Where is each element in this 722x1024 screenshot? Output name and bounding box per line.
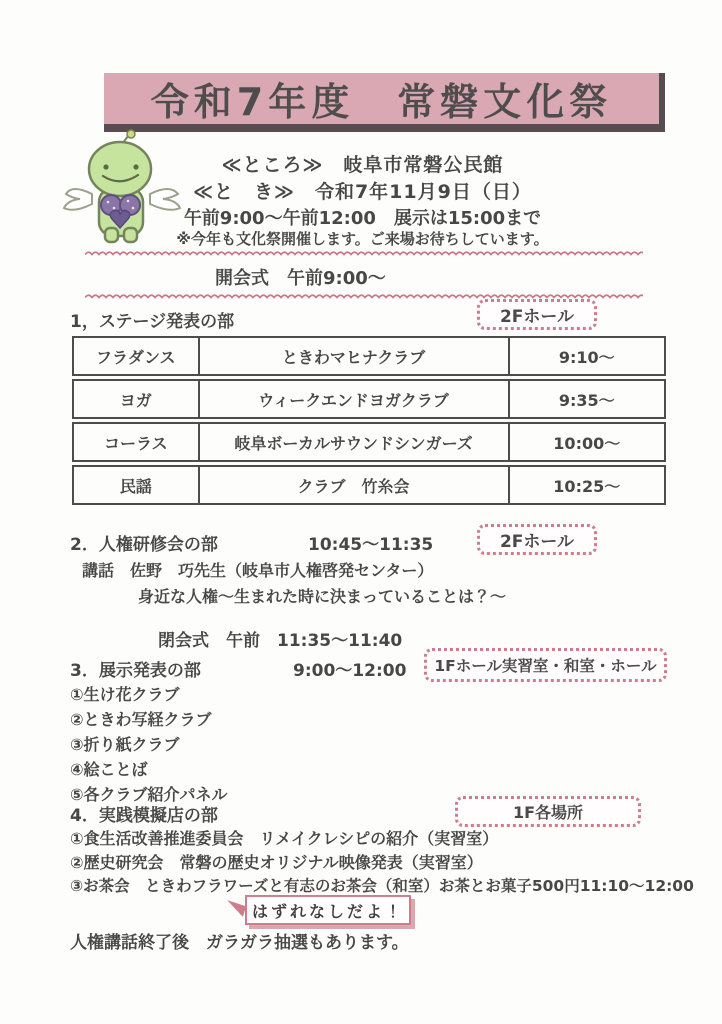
exhibit-time: 9:00～12:00	[293, 661, 407, 681]
genre-cell: 民謡	[119, 476, 152, 496]
place-line: ≪ところ≫ 岐阜市常磐公民館	[221, 154, 504, 176]
group-cell: ときわマヒナクラブ	[198, 338, 508, 374]
list-item: ④絵ことば	[70, 760, 148, 779]
genre-cell: コーラス	[104, 433, 168, 453]
jinken-location-badge: 2Fホール	[477, 524, 597, 555]
table-row	[72, 422, 666, 462]
stage-location-badge: 2Fホール	[477, 299, 597, 330]
list-item: ③お茶会 ときわフラワーズと有志のお茶会（和室）お茶とお菓子500円11:10～12:00	[70, 877, 694, 895]
group-cell: 岐阜ボーカルサウンドシンガーズ	[198, 424, 508, 460]
date-line: ≪と き≫ 令和7年11月9日（日）	[193, 181, 532, 203]
section-booth-heading: 4．実践模擬店の部	[70, 806, 218, 826]
list-item: ①食生活改善推進委員会 リメイクレシピの紹介（実習室）	[70, 829, 499, 848]
section-stage-heading: 1，ステージ発表の部	[70, 312, 235, 332]
genre-cell: ヨガ	[119, 390, 152, 410]
jinken-time: 10:45～11:35	[308, 535, 434, 555]
section-jinken-heading: 2．人権研修会の部	[70, 535, 218, 555]
page-title: 令和7年度 常磐文化祭	[150, 80, 613, 124]
wavy-divider-top	[85, 248, 643, 257]
group-cell: クラブ 竹糸会	[198, 467, 508, 503]
speech-bubble	[245, 895, 411, 925]
booth-location-badge: 1F各場所	[455, 796, 641, 827]
closing-ceremony-line: 閉会式 午前 11:35～11:40	[158, 631, 403, 651]
time-cell: 10:00～	[508, 424, 664, 460]
lecture-line: 講話 佐野 巧先生（岐阜市人権啓発センター）	[82, 561, 434, 580]
title-banner	[104, 73, 665, 132]
table-row	[72, 379, 666, 419]
group-cell: ウィークエンドヨガクラブ	[198, 381, 508, 417]
theme-line: 身近な人権～生まれた時に決まっていることは？～	[138, 587, 507, 606]
list-item: ③折り紙クラブ	[70, 735, 180, 754]
list-item: ⑤各クラブ紹介パネル	[70, 785, 228, 804]
table-row	[72, 465, 666, 505]
speech-bubble-tail-icon	[224, 900, 246, 917]
table-row	[72, 336, 666, 376]
speech-bubble-text: はずれなしだよ！	[251, 901, 404, 921]
note-line: ※今年も文化祭開催します。ご来場お待ちしています。	[176, 230, 549, 248]
list-item: ②ときわ写経クラブ	[70, 710, 212, 729]
section-exhibit-heading: 3．展示発表の部	[70, 661, 201, 681]
time-cell: 9:10～	[508, 338, 664, 374]
time-cell: 10:25～	[508, 467, 664, 503]
hours-line: 午前9:00～午前12:00 展示は15:00まで	[183, 208, 542, 229]
time-cell: 9:35～	[508, 381, 664, 417]
lottery-line: 人権講話終了後 ガラガラ抽選もあります。	[70, 933, 409, 953]
opening-ceremony-line: 開会式 午前9:00～	[215, 268, 386, 289]
list-item: ②歴史研究会 常磐の歴史オリジナル映像発表（実習室）	[70, 853, 483, 872]
exhibit-location-badge: 1Fホール実習室・和室・ホール	[424, 648, 667, 682]
list-item: ①生け花クラブ	[70, 685, 180, 704]
genre-cell: フラダンス	[96, 347, 176, 367]
